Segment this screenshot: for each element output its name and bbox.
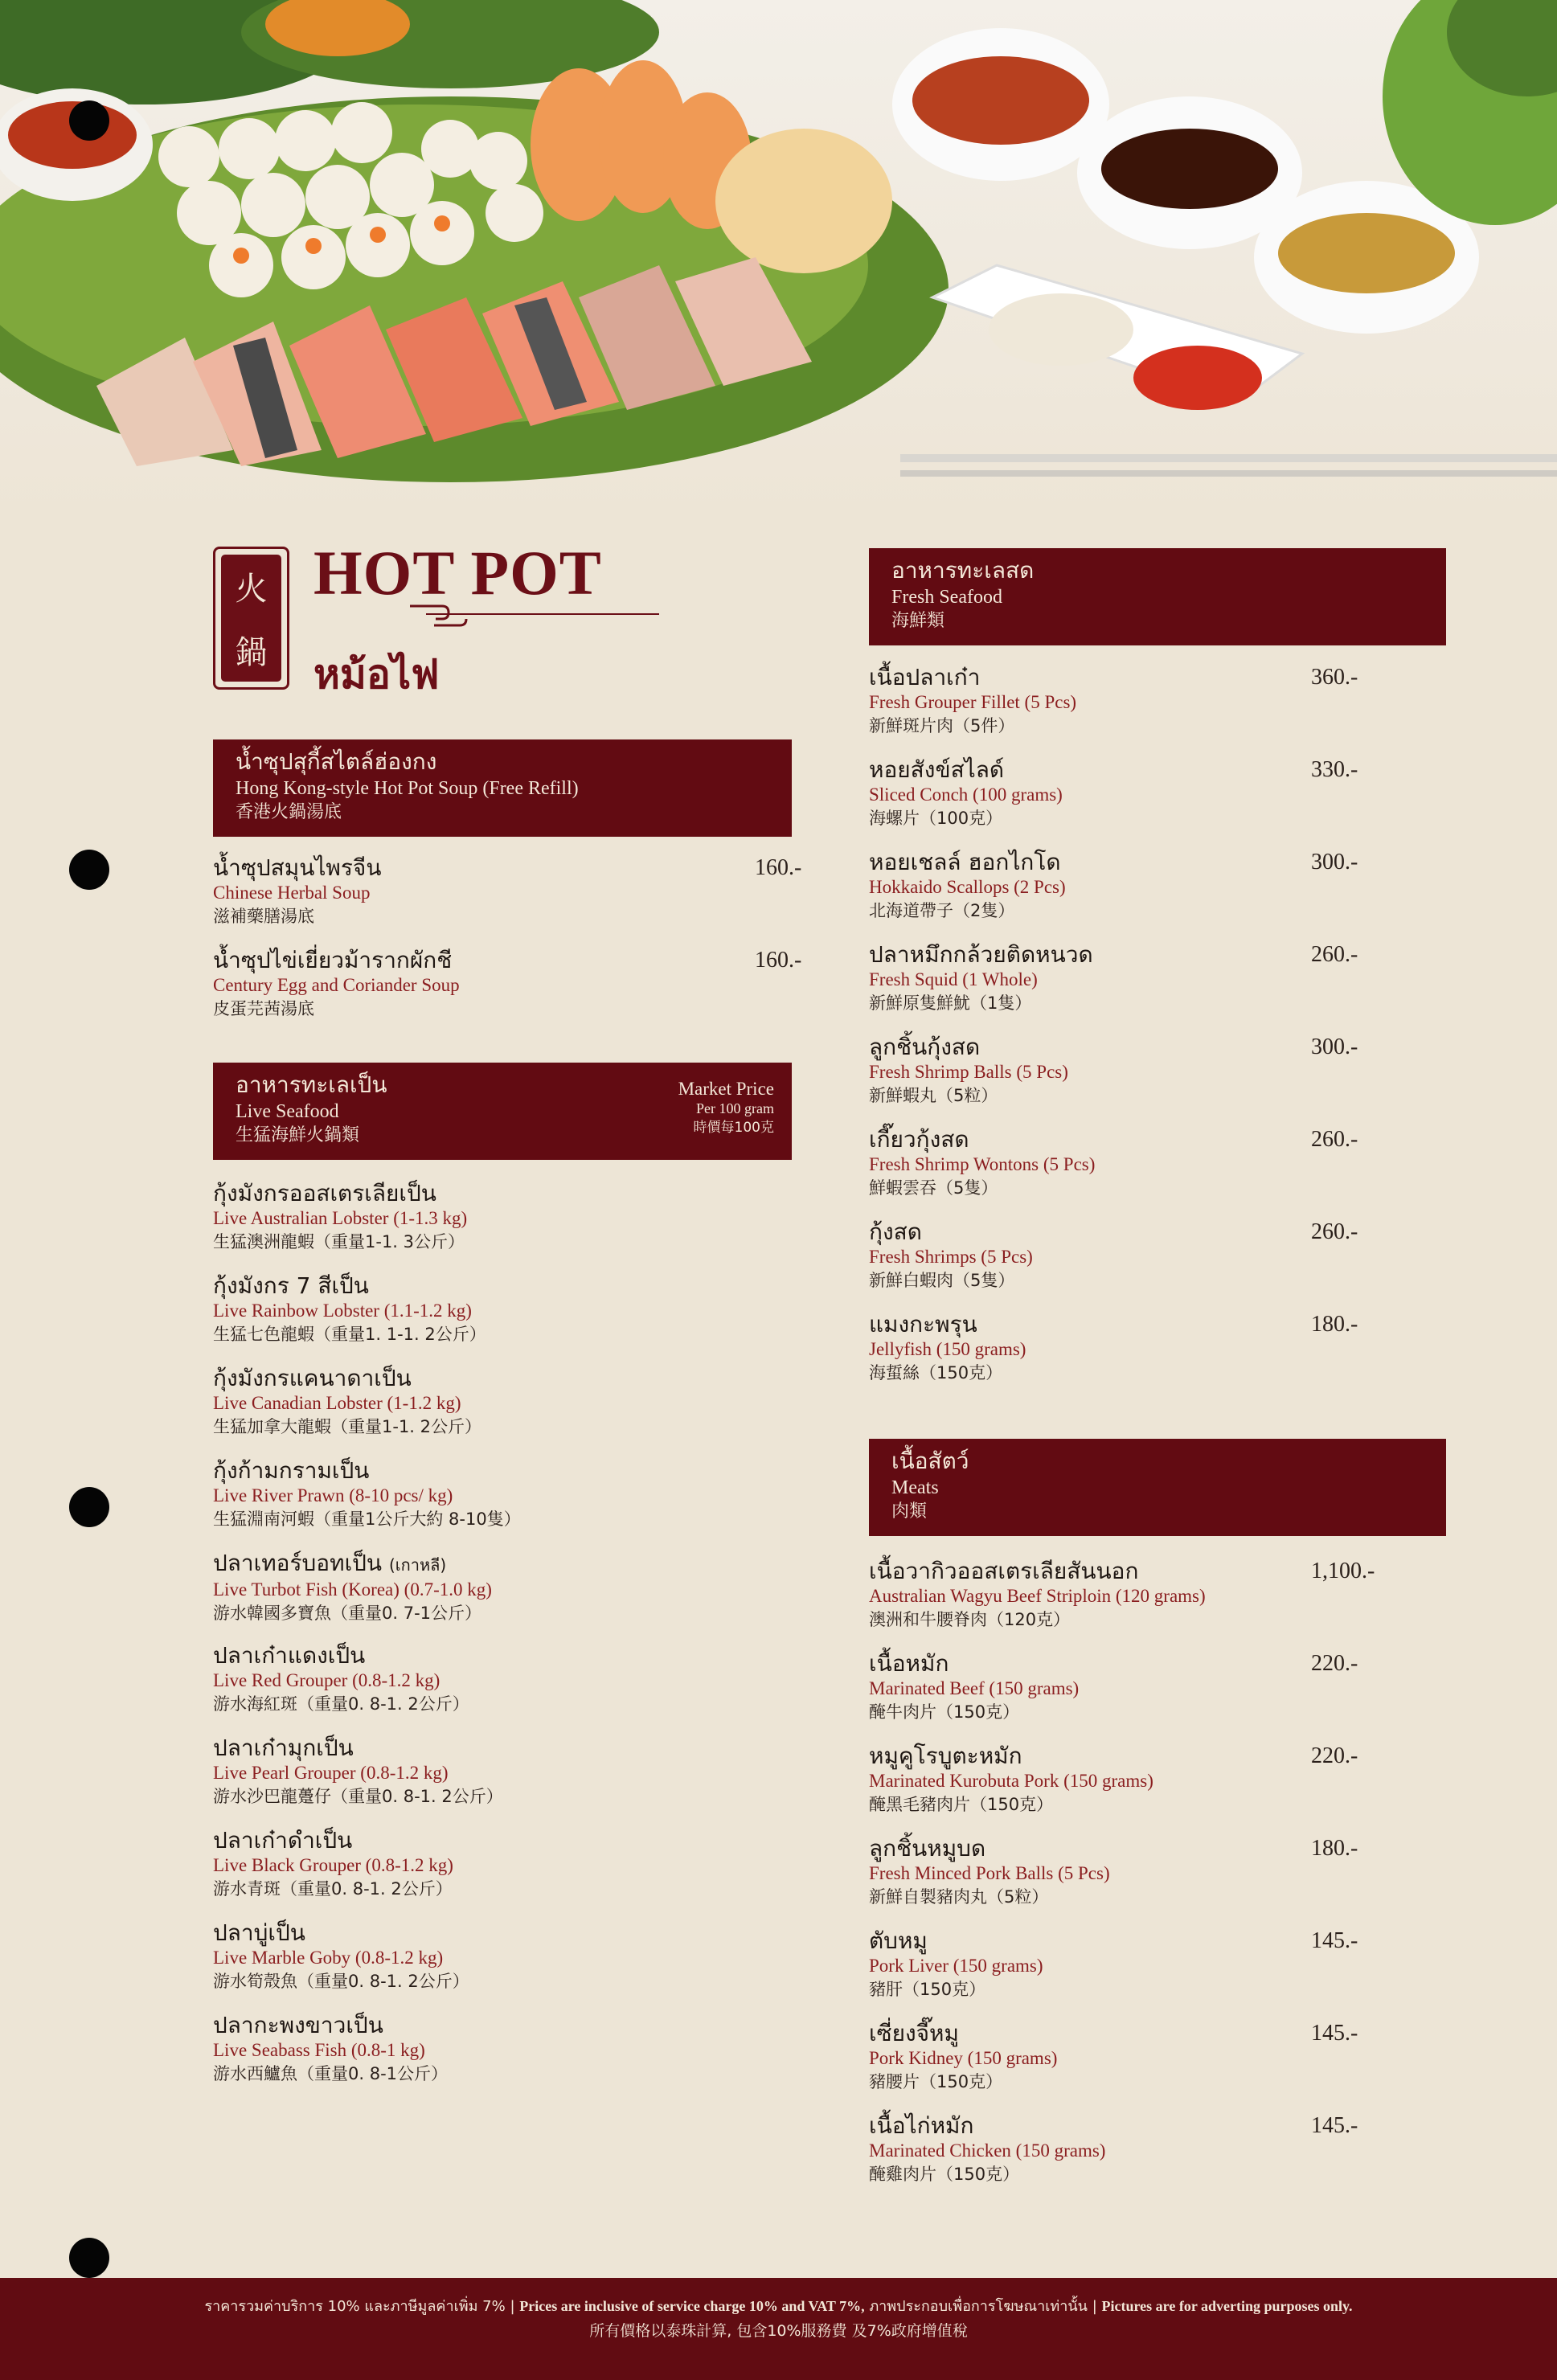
menu-item <box>213 1827 792 1901</box>
section-title-thai: น้ำซุปสุกี้สไตล์ฮ่องกง <box>236 748 437 775</box>
item-name-cn: 海螺片（100克） <box>869 809 1003 828</box>
item-name-cn: 新鮮原隻鮮魷（1隻） <box>869 993 1032 1013</box>
item-name-cn: 豬肝（150克） <box>869 1980 986 1999</box>
item-name-thai: ปลาหมึกกล้วยติดหนวด <box>869 941 1093 968</box>
item-name-en: Live River Prawn (8-10 pcs/ kg) <box>213 1485 453 1505</box>
item-name-cn: 游水筍殼魚（重量0. 8-1. 2公斤） <box>213 1972 469 1991</box>
item-name-cn: 豬腰片（150克） <box>869 2072 1003 2091</box>
menu-item <box>213 1550 792 1625</box>
section-title-thai: อาหารทะเลสด <box>891 557 1035 584</box>
section-header-meats <box>869 1439 1446 1536</box>
item-name-en: Marinated Kurobuta Pork (150 grams) <box>869 1771 1153 1791</box>
item-name-thai: แมงกะพรุน <box>869 1311 977 1337</box>
section-header-fresh-seafood <box>869 548 1446 645</box>
item-name-thai: เนื้อไก่หมัก <box>869 2112 974 2139</box>
menu-item <box>213 947 802 1021</box>
item-name-cn: 醃黑毛豬肉片（150克） <box>869 1795 1054 1814</box>
item-name-thai: กุ้งมังกรออสเตรเลียเป็น <box>213 1180 436 1206</box>
menu-item <box>869 2020 1448 2094</box>
menu-item <box>869 1650 1448 1724</box>
item-name-thai: น้ำซุปไข่เยี่ยวม้ารากผักชี <box>213 947 453 973</box>
item-name-en: Fresh Shrimps (5 Pcs) <box>869 1247 1033 1267</box>
footer-thai-service: ราคารวมค่าบริการ 10% และภาษีมูลค่าเพิ่ม 7% <box>204 2298 506 2315</box>
item-price: 145.- <box>1311 2113 1358 2138</box>
item-name-cn: 北海道帶子（2隻） <box>869 901 1015 920</box>
item-price: 160.- <box>755 855 802 880</box>
item-name-thai: น้ำซุปสมุนไพรจีน <box>213 854 382 881</box>
footer-cn-line: 所有價格以泰珠計算, 包含10%服務費 及7%政府增值稅 <box>589 2322 968 2340</box>
item-name-en: Jellyfish (150 grams) <box>869 1339 1026 1359</box>
item-name-cn: 生猛加拿大龍蝦（重量1-1. 2公斤） <box>213 1417 482 1436</box>
title-ornament <box>402 601 667 633</box>
item-price: 180.- <box>1311 1836 1358 1861</box>
item-price: 160.- <box>755 948 802 973</box>
item-name-en: Marinated Beef (150 grams) <box>869 1678 1080 1698</box>
item-name-cn: 滋補藥膳湯底 <box>213 907 314 926</box>
item-price: 220.- <box>1311 1651 1358 1676</box>
binder-hole <box>69 2238 109 2278</box>
menu-item <box>213 1180 792 1254</box>
logo-char: 火 <box>235 571 268 608</box>
item-name-en: Live Australian Lobster (1-1.3 kg) <box>213 1208 468 1228</box>
item-name-en: Pork Liver (150 grams) <box>869 1956 1043 1976</box>
footer-separator: | <box>510 2298 515 2315</box>
item-name-cn: 海蜇絲（150克） <box>869 1363 1003 1383</box>
menu-item <box>869 1126 1448 1200</box>
item-name-en: Australian Wagyu Beef Striploin (120 grams) <box>869 1586 1206 1606</box>
market-price-note <box>678 1079 774 1138</box>
item-name-en: Fresh Squid (1 Whole) <box>869 969 1038 989</box>
footer-en-service: Prices are inclusive of service charge 10% and VAT 7%, <box>519 2298 865 2314</box>
menu-item <box>869 2112 1448 2186</box>
item-price: 260.- <box>1311 942 1358 967</box>
item-name-en: Fresh Shrimp Wontons (5 Pcs) <box>869 1154 1096 1174</box>
item-price: 360.- <box>1311 665 1358 690</box>
item-price: 220.- <box>1311 1743 1358 1768</box>
item-name-en: Pork Kidney (150 grams) <box>869 2048 1058 2068</box>
item-name-thai: เนื้อหมัก <box>869 1650 949 1677</box>
menu-item <box>869 1311 1448 1385</box>
item-name-thai: เนื้อวากิวออสเตรเลียสันนอก <box>869 1558 1139 1584</box>
item-name-en: Live Black Grouper (0.8-1.2 kg) <box>213 1855 453 1875</box>
menu-item <box>213 1365 792 1439</box>
item-name-en: Sliced Conch (100 grams) <box>869 784 1063 805</box>
item-name-cn: 新鮮白蝦肉（5隻） <box>869 1271 1015 1290</box>
menu-item <box>869 756 1448 830</box>
page-title: HOT POT <box>313 538 602 608</box>
logo-char: 鍋 <box>235 634 268 671</box>
section-title-cn: 生猛海鮮火鍋類 <box>236 1125 360 1145</box>
section-title-en: Hong Kong-style Hot Pot Soup (Free Refill) <box>236 778 579 799</box>
item-name-cn: 醃雞肉片（150克） <box>869 2165 1020 2184</box>
item-name-en: Fresh Shrimp Balls (5 Pcs) <box>869 1062 1068 1082</box>
item-name-en: Century Egg and Coriander Soup <box>213 975 460 995</box>
item-price: 330.- <box>1311 757 1358 782</box>
footer-line-1 <box>0 2294 1557 2319</box>
footer-disclaimer <box>0 2278 1557 2380</box>
item-name-thai: ปลาเก๋าดำเป็น <box>213 1827 353 1854</box>
binder-hole <box>69 1487 109 1527</box>
menu-item <box>869 1927 1448 2001</box>
section-title-en: Live Seafood <box>236 1101 339 1122</box>
menu-item <box>213 2012 792 2086</box>
item-name-cn: 新鮮斑片肉（5件） <box>869 716 1015 735</box>
hotpot-logo-seal <box>213 547 289 690</box>
item-note-thai: (เกาหลี) <box>388 1555 447 1575</box>
menu-item <box>869 1743 1448 1817</box>
item-name-thai: เซี่ยงจี๊หมู <box>869 2020 959 2046</box>
menu-item <box>213 1735 792 1809</box>
menu-item <box>213 1642 792 1716</box>
item-name-cn: 游水西鱸魚（重量0. 8-1公斤） <box>213 2064 449 2083</box>
item-price: 260.- <box>1311 1127 1358 1152</box>
item-name-cn: 游水沙巴龍躉仔（重量0. 8-1. 2公斤） <box>213 1787 503 1806</box>
item-name-thai: ตับหมู <box>869 1927 928 1954</box>
item-name-thai: ปลากะพงขาวเป็น <box>213 2012 383 2038</box>
binder-hole <box>69 850 109 890</box>
item-name-thai: หมูคูโรบูตะหมัก <box>869 1743 1022 1769</box>
item-name-cn: 游水海紅斑（重量0. 8-1. 2公斤） <box>213 1694 469 1714</box>
hero-food-photo <box>0 0 1557 514</box>
item-name-en: Live Marble Goby (0.8-1.2 kg) <box>213 1948 444 1968</box>
footer-en-pictures: Pictures are for adverting purposes only. <box>1101 2298 1353 2314</box>
item-name-cn: 澳洲和牛腰脊肉（120克） <box>869 1610 1071 1629</box>
footer-separator: | <box>1092 2298 1097 2315</box>
item-name-en: Fresh Grouper Fillet (5 Pcs) <box>869 692 1077 712</box>
item-name-thai: ปลาเก๋ามุกเป็น <box>213 1735 354 1761</box>
item-price: 300.- <box>1311 1034 1358 1059</box>
item-name-cn: 新鮮蝦丸（5粒） <box>869 1086 998 1105</box>
menu-item <box>869 1219 1448 1292</box>
item-name-cn: 醃牛肉片（150克） <box>869 1702 1020 1722</box>
item-name-thai: กุ้งมังกรแคนาดาเป็น <box>213 1365 412 1391</box>
menu-item <box>869 1558 1448 1632</box>
section-title-cn: 香港火鍋湯底 <box>236 802 342 822</box>
menu-item <box>213 1919 792 1993</box>
item-name-thai: ลูกชิ้นกุ้งสด <box>869 1034 981 1060</box>
menu-item <box>869 1034 1448 1108</box>
item-name-en: Live Pearl Grouper (0.8-1.2 kg) <box>213 1763 449 1783</box>
menu-item <box>869 664 1448 738</box>
section-title-cn: 肉類 <box>891 1501 928 1522</box>
item-name-thai: กุ้งก้ามกรามเป็น <box>213 1457 370 1484</box>
item-name-thai: หอยเชลล์ ฮอกไกโด <box>869 849 1061 875</box>
page-title-thai: หม้อไฟ <box>313 651 440 698</box>
item-name-thai: เนื้อปลาเก๋า <box>869 664 981 690</box>
item-name-cn: 鮮蝦雲吞（5隻） <box>869 1178 998 1198</box>
item-name-cn: 生猛澳洲龍蝦（重量1-1. 3公斤） <box>213 1232 465 1251</box>
item-name-cn: 生猛七色龍蝦（重量1. 1-1. 2公斤） <box>213 1325 486 1344</box>
item-name-cn: 皮蛋芫茜湯底 <box>213 999 314 1018</box>
section-title-en: Fresh Seafood <box>891 587 1002 608</box>
item-name-cn: 游水韓國多寶魚（重量0. 7-1公斤） <box>213 1604 482 1623</box>
item-name-thai: ปลาบู่เป็น <box>213 1919 305 1946</box>
item-price: 300.- <box>1311 850 1358 875</box>
menu-item <box>869 941 1448 1015</box>
item-price: 180.- <box>1311 1312 1358 1337</box>
item-name-cn: 游水青斑（重量0. 8-1. 2公斤） <box>213 1879 453 1899</box>
binder-hole <box>69 100 109 141</box>
item-name-thai: ลูกชิ้นหมูบด <box>869 1835 986 1862</box>
item-name-en: Live Rainbow Lobster (1.1-1.2 kg) <box>213 1301 472 1321</box>
menu-item <box>869 1835 1448 1909</box>
section-title-thai: อาหารทะเลเป็น <box>236 1071 387 1098</box>
menu-item <box>213 854 802 928</box>
footer-thai-pictures: ภาพประกอบเพื่อการโฆษณาเท่านั้น <box>869 2298 1088 2315</box>
item-name-en: Live Red Grouper (0.8-1.2 kg) <box>213 1670 440 1690</box>
market-price-label: Market Price <box>678 1079 774 1099</box>
item-name-thai: ปลาเก๋าแดงเป็น <box>213 1642 366 1669</box>
item-name-en: Chinese Herbal Soup <box>213 883 371 903</box>
item-name-cn: 新鮮自製豬肉丸（5粒） <box>869 1887 1049 1907</box>
section-title-cn: 海鮮類 <box>891 611 945 631</box>
menu-item <box>869 849 1448 923</box>
market-price-unit-cn: 時價每100克 <box>693 1120 774 1136</box>
item-name-en: Live Canadian Lobster (1-1.2 kg) <box>213 1393 461 1413</box>
item-name-thai: กุ้งมังกร 7 สีเป็น <box>213 1272 369 1299</box>
item-name-en: Live Seabass Fish (0.8-1 kg) <box>213 2040 425 2060</box>
section-title-thai: เนื้อสัตว์ <box>891 1448 969 1474</box>
item-name-thai: เกี๊ยวกุ้งสด <box>869 1126 969 1153</box>
item-price: 145.- <box>1311 2021 1358 2046</box>
item-name-thai: กุ้งสด <box>869 1219 922 1245</box>
section-title-en: Meats <box>891 1477 939 1498</box>
item-name-en: Live Turbot Fish (Korea) (0.7-1.0 kg) <box>213 1579 492 1600</box>
section-header-live-seafood <box>213 1063 792 1160</box>
item-name-thai: ปลาเทอร์บอทเป็น (เกาหลี) <box>213 1550 447 1576</box>
menu-item <box>213 1272 792 1346</box>
item-name-thai: หอยสังข์สไลด์ <box>869 756 1005 783</box>
section-header-soup <box>213 739 792 837</box>
item-name-en: Fresh Minced Pork Balls (5 Pcs) <box>869 1863 1110 1883</box>
item-name-cn: 生猛淵南河蝦（重量1公斤大約 8-10隻） <box>213 1510 521 1529</box>
market-price-unit: Per 100 gram <box>696 1100 774 1116</box>
item-name-en: Hokkaido Scallops (2 Pcs) <box>869 877 1066 897</box>
menu-item <box>213 1457 792 1531</box>
item-price: 260.- <box>1311 1219 1358 1244</box>
item-price: 1,100.- <box>1311 1559 1375 1583</box>
item-price: 145.- <box>1311 1928 1358 1953</box>
item-name-en: Marinated Chicken (150 grams) <box>869 2140 1106 2161</box>
